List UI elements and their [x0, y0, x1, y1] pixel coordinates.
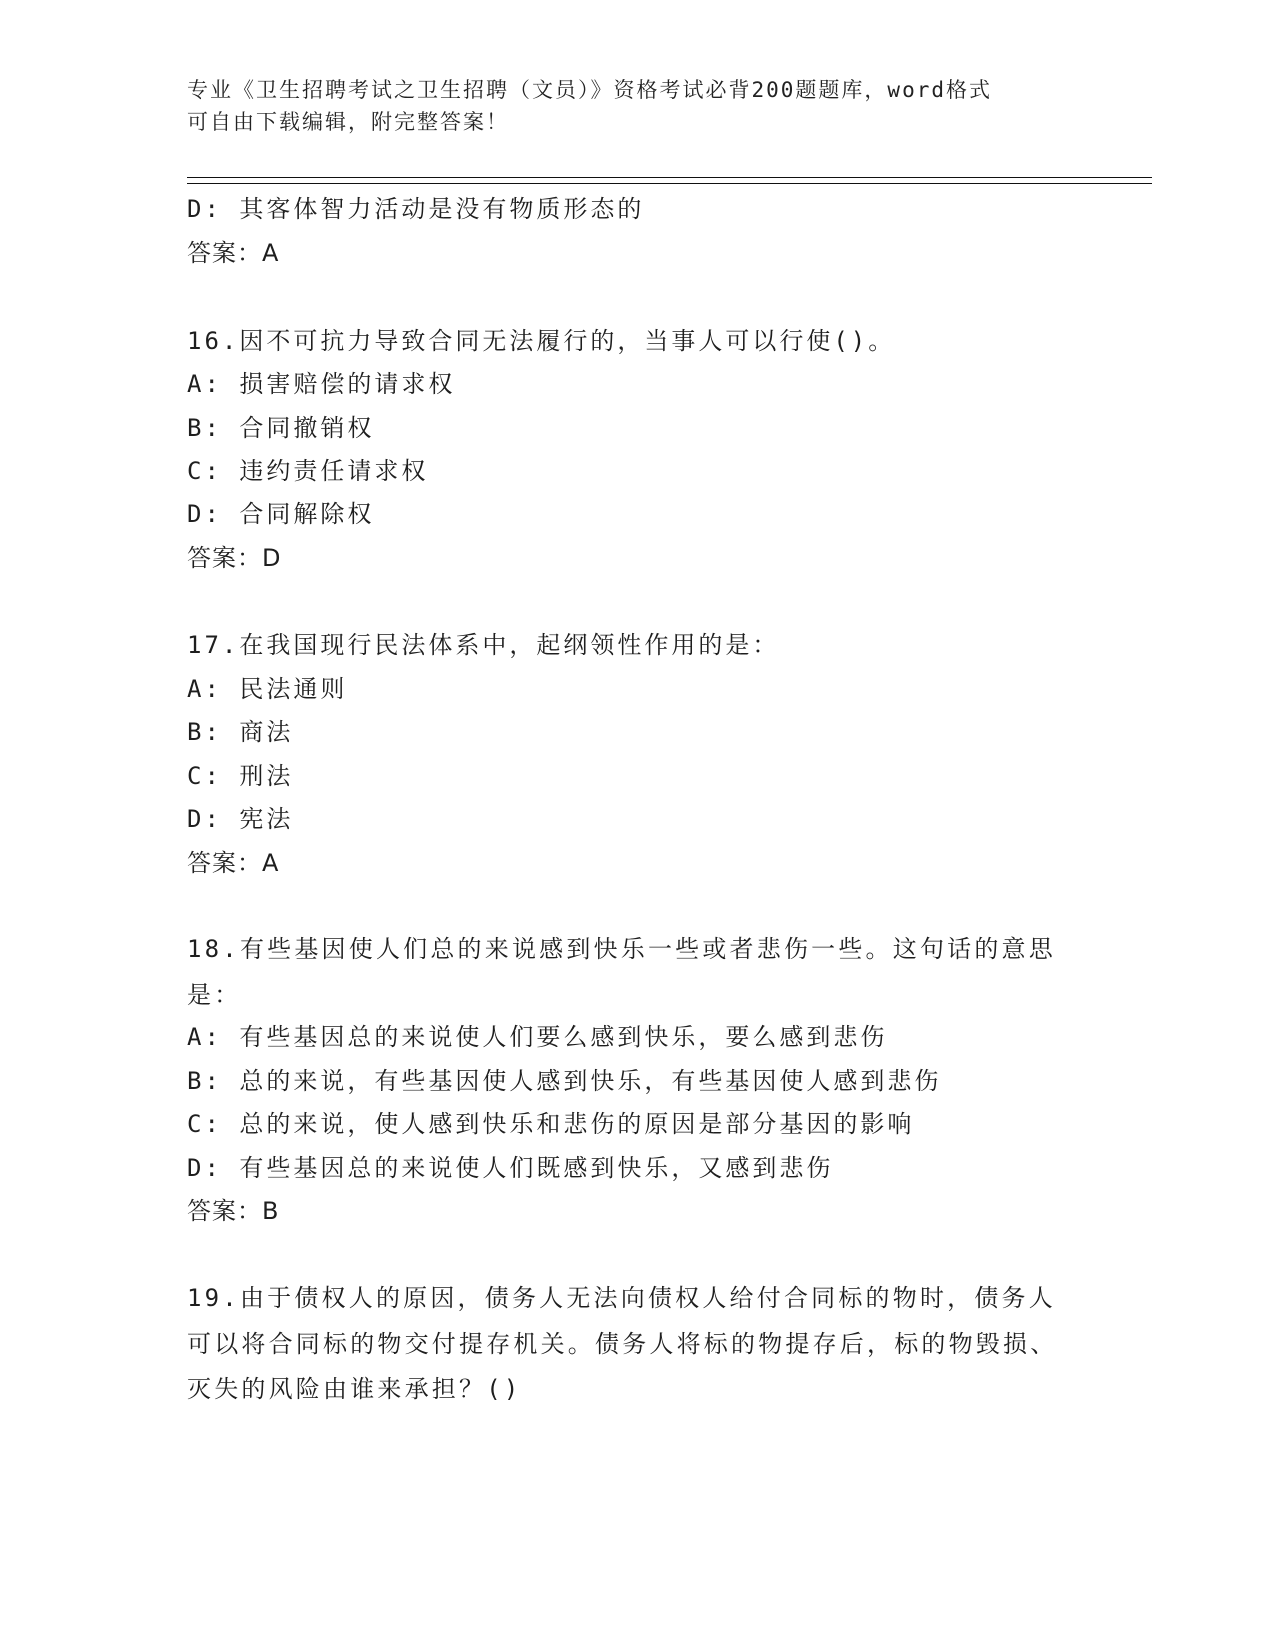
- question-18-stem: 18.有些基因使人们总的来说感到快乐一些或者悲伤一些。这句话的意思是：: [187, 935, 1056, 1009]
- question-17-option-c: C: 刑法: [187, 762, 294, 790]
- question-16-option-b: B: 合同撤销权: [187, 414, 375, 442]
- question-18-option-d: D: 有些基因总的来说使人们既感到快乐，又感到悲伤: [187, 1154, 834, 1182]
- question-18-option-b: B: 总的来说，有些基因使人感到快乐，有些基因使人感到悲伤: [187, 1067, 942, 1095]
- question-17-stem: 17.在我国现行民法体系中，起纲领性作用的是：: [187, 631, 780, 659]
- question-19-stem: 19.由于债权人的原因，债务人无法向债权人给付合同标的物时，债务人可以将合同标的物交付提存机关。债务人将标的物提存后，标的物毁损、灭失的风险由谁来承担？(): [187, 1284, 1058, 1403]
- question-16-option-a: A: 损害赔偿的请求权: [187, 370, 456, 398]
- header-line-2: 可自由下载编辑，附完整答案！: [187, 110, 509, 134]
- question-16-option-c: C: 违约责任请求权: [187, 457, 429, 485]
- prev-answer: 答案：A: [187, 239, 280, 267]
- question-17-option-a: A: 民法通则: [187, 675, 348, 703]
- question-16-answer: 答案：D: [187, 544, 282, 572]
- question-17-option-b: B: 商法: [187, 718, 294, 746]
- question-16-option-d: D: 合同解除权: [187, 500, 375, 528]
- header-rule-bottom: [187, 183, 1152, 184]
- question-18-answer: 答案：B: [187, 1197, 280, 1225]
- question-18-option-c: C: 总的来说，使人感到快乐和悲伤的原因是部分基因的影响: [187, 1110, 915, 1138]
- header-line-1: 专业《卫生招聘考试之卫生招聘（文员）》资格考试必背200题题库，word格式: [187, 78, 992, 102]
- question-18-option-a: A: 有些基因总的来说使人们要么感到快乐，要么感到悲伤: [187, 1023, 888, 1051]
- question-17-option-d: D: 宪法: [187, 805, 294, 833]
- prev-option-d: D: 其客体智力活动是没有物质形态的: [187, 195, 645, 223]
- question-16-stem: 16.因不可抗力导致合同无法履行的，当事人可以行使()。: [187, 327, 896, 355]
- header-rule-top: [187, 177, 1152, 178]
- document-header: [187, 74, 1087, 138]
- question-17-answer: 答案：A: [187, 849, 280, 877]
